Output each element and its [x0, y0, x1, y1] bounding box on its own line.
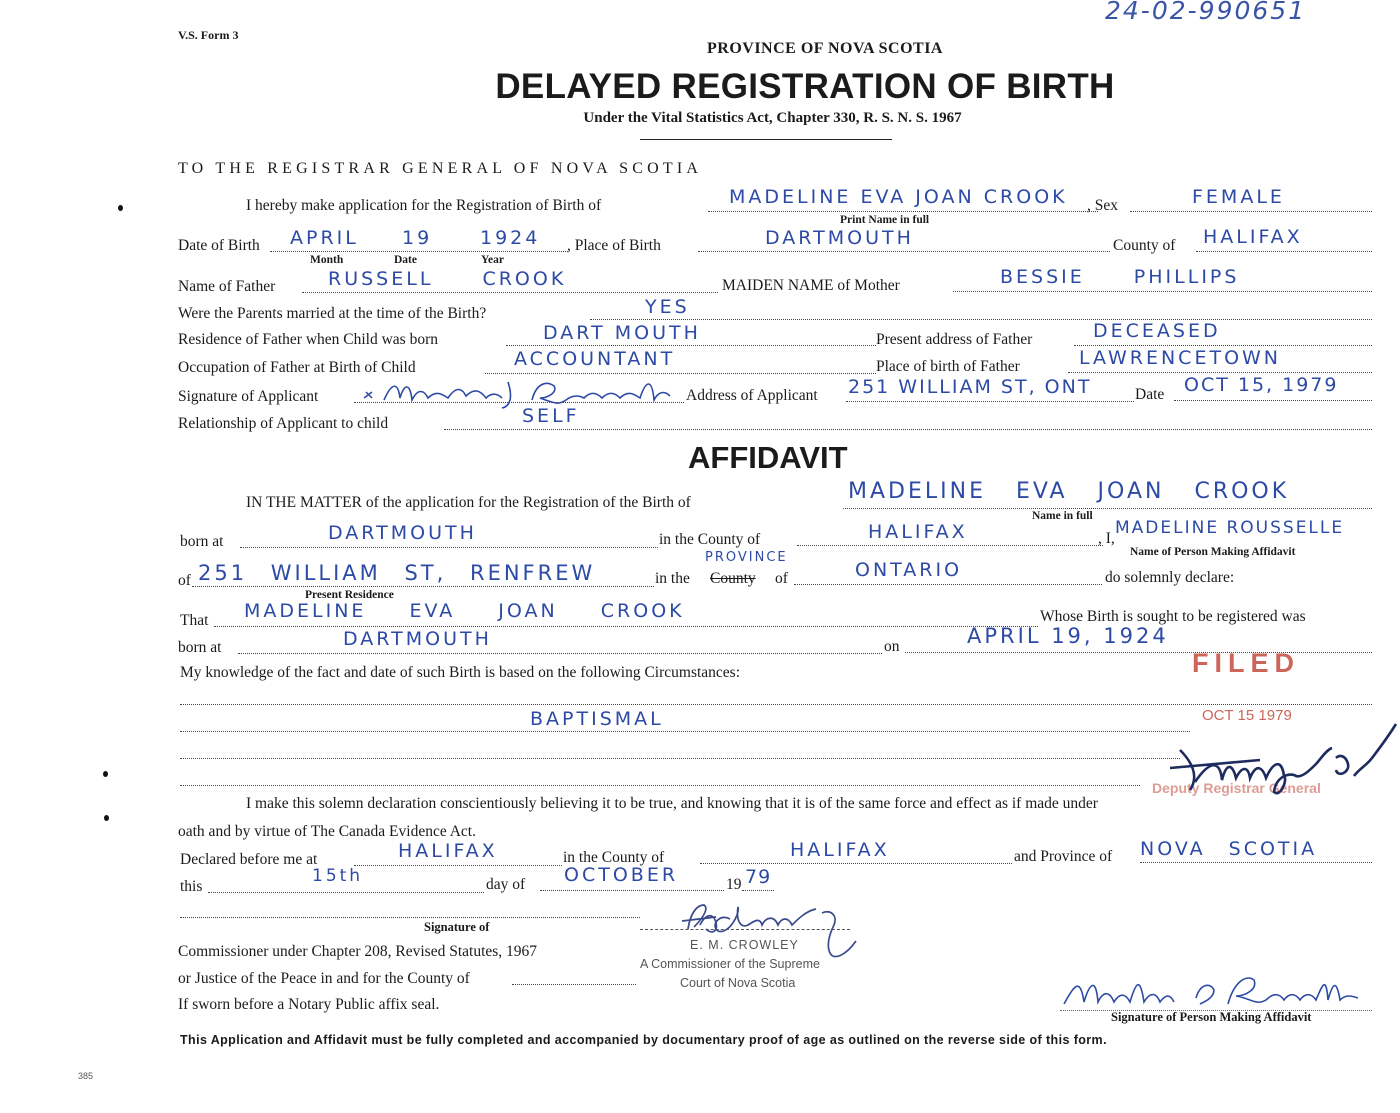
declared-at-line: [354, 865, 562, 866]
that-label: That: [180, 612, 209, 629]
filed-date-stamp: OCT 15 1979: [1202, 707, 1292, 724]
day-line: [208, 892, 484, 893]
commissioner-line-3: If sworn before a Notary Public affix seal.: [178, 996, 440, 1013]
form-subtitle: Under the Vital Statistics Act, Chapter 330, R. S. N. S. 1967: [583, 110, 962, 126]
declaration-line-2: oath and by virtue of The Canada Evidence Act.: [178, 823, 476, 840]
filed-stamp: FILED: [1192, 648, 1300, 678]
born-at2-line: [238, 653, 882, 654]
in-the-label: in the: [655, 570, 690, 587]
affiant-residence-field[interactable]: 251 WILLIAM ST, RENFREW: [198, 561, 596, 585]
born-at-field[interactable]: DARTMOUTH: [328, 522, 477, 544]
married-line: [590, 319, 1372, 320]
year-caption: Year: [481, 254, 504, 266]
declaration-line-1: I make this solemn declaration conscientiously believing it to be true, and knowing that it is of the same force and effect as if made under: [246, 795, 1098, 812]
sex-field[interactable]: FEMALE: [1192, 186, 1285, 208]
knowledge-label: My knowledge of the fact and date of such Birth is based on the following Circumstances:: [180, 664, 741, 681]
relationship-field[interactable]: SELF: [522, 405, 580, 427]
affiant-caption: Name of Person Making Affidavit: [1130, 546, 1296, 558]
form-number: V.S. Form 3: [178, 28, 239, 42]
margin-mark: [104, 815, 109, 821]
commissioner-signature: [670, 895, 865, 965]
dob-year-field[interactable]: 1924: [480, 227, 541, 249]
i-label: , I,: [1098, 530, 1115, 547]
dob-month-field[interactable]: APRIL: [290, 227, 359, 249]
commissioner-county-line: [512, 984, 636, 985]
relationship-label: Relationship of Applicant to child: [178, 415, 389, 432]
circumstance-field[interactable]: BAPTISMAL: [530, 708, 664, 730]
date-caption: Date: [394, 254, 417, 266]
commissioner-stamp-name: E. M. CROWLEY: [690, 938, 799, 952]
sex-line: [1130, 211, 1372, 212]
father-birthplace-line: [1068, 372, 1372, 373]
on-label: on: [884, 638, 900, 655]
day-field[interactable]: 15th: [312, 866, 364, 886]
born-at-line: [240, 547, 658, 548]
residence-line: [506, 345, 876, 346]
dob-label: Date of Birth: [178, 237, 260, 254]
born-on-line: [905, 652, 1372, 653]
applicant-address-line: [846, 401, 1134, 402]
month-field[interactable]: OCTOBER: [564, 864, 679, 886]
margin-mark: [103, 771, 108, 777]
married-field[interactable]: YES: [645, 296, 690, 318]
father-birthplace-label: Place of birth of Father: [876, 358, 1020, 375]
date-field[interactable]: OCT 15, 1979: [1184, 374, 1339, 396]
present-address-field[interactable]: DECEASED: [1093, 320, 1221, 342]
in-county-line: [797, 545, 1103, 546]
county-struck: County: [710, 570, 756, 587]
decl-county-label: in the County of: [563, 849, 665, 866]
date-line: [1174, 400, 1372, 401]
commissioner-line-2: or Justice of the Peace in and for the County of: [178, 970, 470, 987]
declared-at-label: Declared before me at: [180, 851, 318, 868]
of-label: of: [178, 572, 191, 589]
province-correction: PROVINCE: [705, 550, 788, 565]
present-address-line: [1074, 345, 1372, 346]
father-label: Name of Father: [178, 278, 276, 295]
that-name-field[interactable]: MADELINE EVA JOAN CROOK: [244, 600, 685, 622]
applicant-signature: [362, 372, 682, 408]
dob-line: [270, 251, 568, 252]
applicant-address-label: Address of Applicant: [686, 387, 818, 404]
commissioner-signature-line: [180, 917, 640, 918]
footer-notice: This Application and Affidavit must be fully completed and accompanied by documentary proof of age as outlined on the reverse side of this form.: [180, 1033, 1107, 1047]
father-name-field[interactable]: RUSSELL CROOK: [328, 268, 567, 290]
form-title: DELAYED REGISTRATION OF BIRTH: [495, 67, 1115, 106]
mother-name-field[interactable]: BESSIE PHILLIPS: [1000, 266, 1240, 288]
decl-province-label: and Province of: [1014, 848, 1113, 865]
year-line: [742, 890, 774, 891]
place-of-birth-field[interactable]: DARTMOUTH: [765, 227, 914, 249]
residence-affidavit-line: [192, 586, 654, 587]
month-line: [540, 890, 724, 891]
intro-label: I hereby make application for the Registration of Birth of: [246, 197, 602, 214]
matter-name-field[interactable]: MADELINE EVA JOAN CROOK: [848, 479, 1290, 504]
year-field[interactable]: 79: [745, 866, 772, 888]
married-label: Were the Parents married at the time of the Birth?: [178, 305, 487, 322]
province-line: [794, 584, 1102, 585]
commissioner-stamp-title-2: Court of Nova Scotia: [680, 976, 796, 990]
father-line: [302, 292, 718, 293]
matter-label: IN THE MATTER of the application for the Registration of the Birth of: [246, 494, 691, 511]
father-birthplace-field[interactable]: LAWRENCETOWN: [1079, 347, 1282, 369]
county-line: [1196, 251, 1372, 252]
affiant-signature-caption: Signature of Person Making Affidavit: [1111, 1010, 1312, 1024]
circumstance-line-2: [180, 731, 1190, 732]
name-in-full-caption: Name in full: [1032, 510, 1093, 522]
mother-label: MAIDEN NAME of Mother: [722, 277, 900, 294]
affiant-name-field[interactable]: MADELINE ROUSSELLE: [1115, 518, 1345, 538]
commissioner-line-1: Commissioner under Chapter 208, Revised Statutes, 1967: [178, 943, 538, 960]
sex-label: , Sex: [1087, 197, 1118, 214]
deputy-registrar-stamp: Deputy Registrar General: [1152, 780, 1321, 796]
relationship-line: [444, 429, 1372, 430]
born-at2-label: born at: [178, 639, 222, 656]
place-of-birth-label: , Place of Birth: [567, 237, 661, 254]
child-name-field[interactable]: MADELINE EVA JOAN CROOK: [729, 186, 1068, 208]
applicant-signature-label: Signature of Applicant: [178, 388, 319, 405]
decl-county-field[interactable]: HALIFAX: [790, 839, 890, 861]
declare-label: do solemnly declare:: [1105, 569, 1235, 586]
circumstance-line-4: [180, 785, 1140, 786]
month-caption: Month: [310, 254, 344, 266]
day-of-label: day of: [486, 876, 526, 893]
decl-county-line: [700, 863, 1012, 864]
place-of-birth-line: [698, 251, 1110, 252]
print-name-caption: Print Name in full: [840, 214, 930, 226]
circumstance-line-1: [180, 704, 1372, 705]
decl-province-line: [1140, 862, 1372, 863]
in-county-field[interactable]: HALIFAX: [868, 521, 968, 543]
mother-line: [953, 291, 1372, 292]
born-on-field[interactable]: APRIL 19, 1924: [967, 624, 1169, 648]
this-label: this: [180, 878, 203, 895]
margin-mark: [118, 205, 123, 211]
occupation-field[interactable]: ACCOUNTANT: [514, 348, 676, 370]
born-at-label: born at: [180, 533, 224, 550]
commissioner-stamp-title-1: A Commissioner of the Supreme: [640, 957, 820, 971]
present-residence-caption: Present Residence: [305, 589, 394, 601]
decl-province-field[interactable]: NOVA SCOTIA: [1140, 838, 1318, 860]
residence-field[interactable]: DART MOUTH: [543, 322, 701, 344]
county-field[interactable]: HALIFAX: [1203, 226, 1303, 248]
that-line: [214, 626, 1038, 627]
county-label: County of: [1113, 237, 1176, 254]
applicant-address-field[interactable]: 251 WILLIAM ST, ONT: [848, 376, 1092, 398]
file-reference: 24-02-990651: [1105, 0, 1307, 25]
declared-at-field[interactable]: HALIFAX: [398, 840, 498, 862]
signature-of-label: Signature of: [424, 920, 490, 934]
registrar-signature: [1150, 720, 1400, 800]
of-after-label: of: [775, 570, 788, 587]
born-at2-field[interactable]: DARTMOUTH: [343, 628, 492, 650]
addressee: TO THE REGISTRAR GENERAL OF NOVA SCOTIA: [178, 160, 703, 177]
dob-day-field[interactable]: 19: [402, 227, 433, 249]
present-address-label: Present address of Father: [876, 331, 1033, 348]
province-heading: PROVINCE OF NOVA SCOTIA: [707, 40, 943, 57]
residence-label: Residence of Father when Child was born: [178, 331, 438, 348]
circumstance-line-3: [180, 758, 1180, 759]
year-prefix: 19: [726, 876, 742, 893]
whose-birth-label: Whose Birth is sought to be registered was: [1040, 608, 1306, 625]
province-field[interactable]: ONTARIO: [855, 559, 963, 581]
child-name-line: [708, 211, 1098, 212]
affidavit-heading: AFFIDAVIT: [688, 440, 848, 475]
matter-line: [843, 508, 1372, 509]
affiant-signature: [1060, 968, 1360, 1014]
occupation-label: Occupation of Father at Birth of Child: [178, 359, 416, 376]
in-county-label: in the County of: [659, 531, 761, 548]
title-divider: [640, 139, 892, 140]
date-label: Date: [1135, 386, 1165, 403]
page-code: 385: [78, 1071, 94, 1081]
